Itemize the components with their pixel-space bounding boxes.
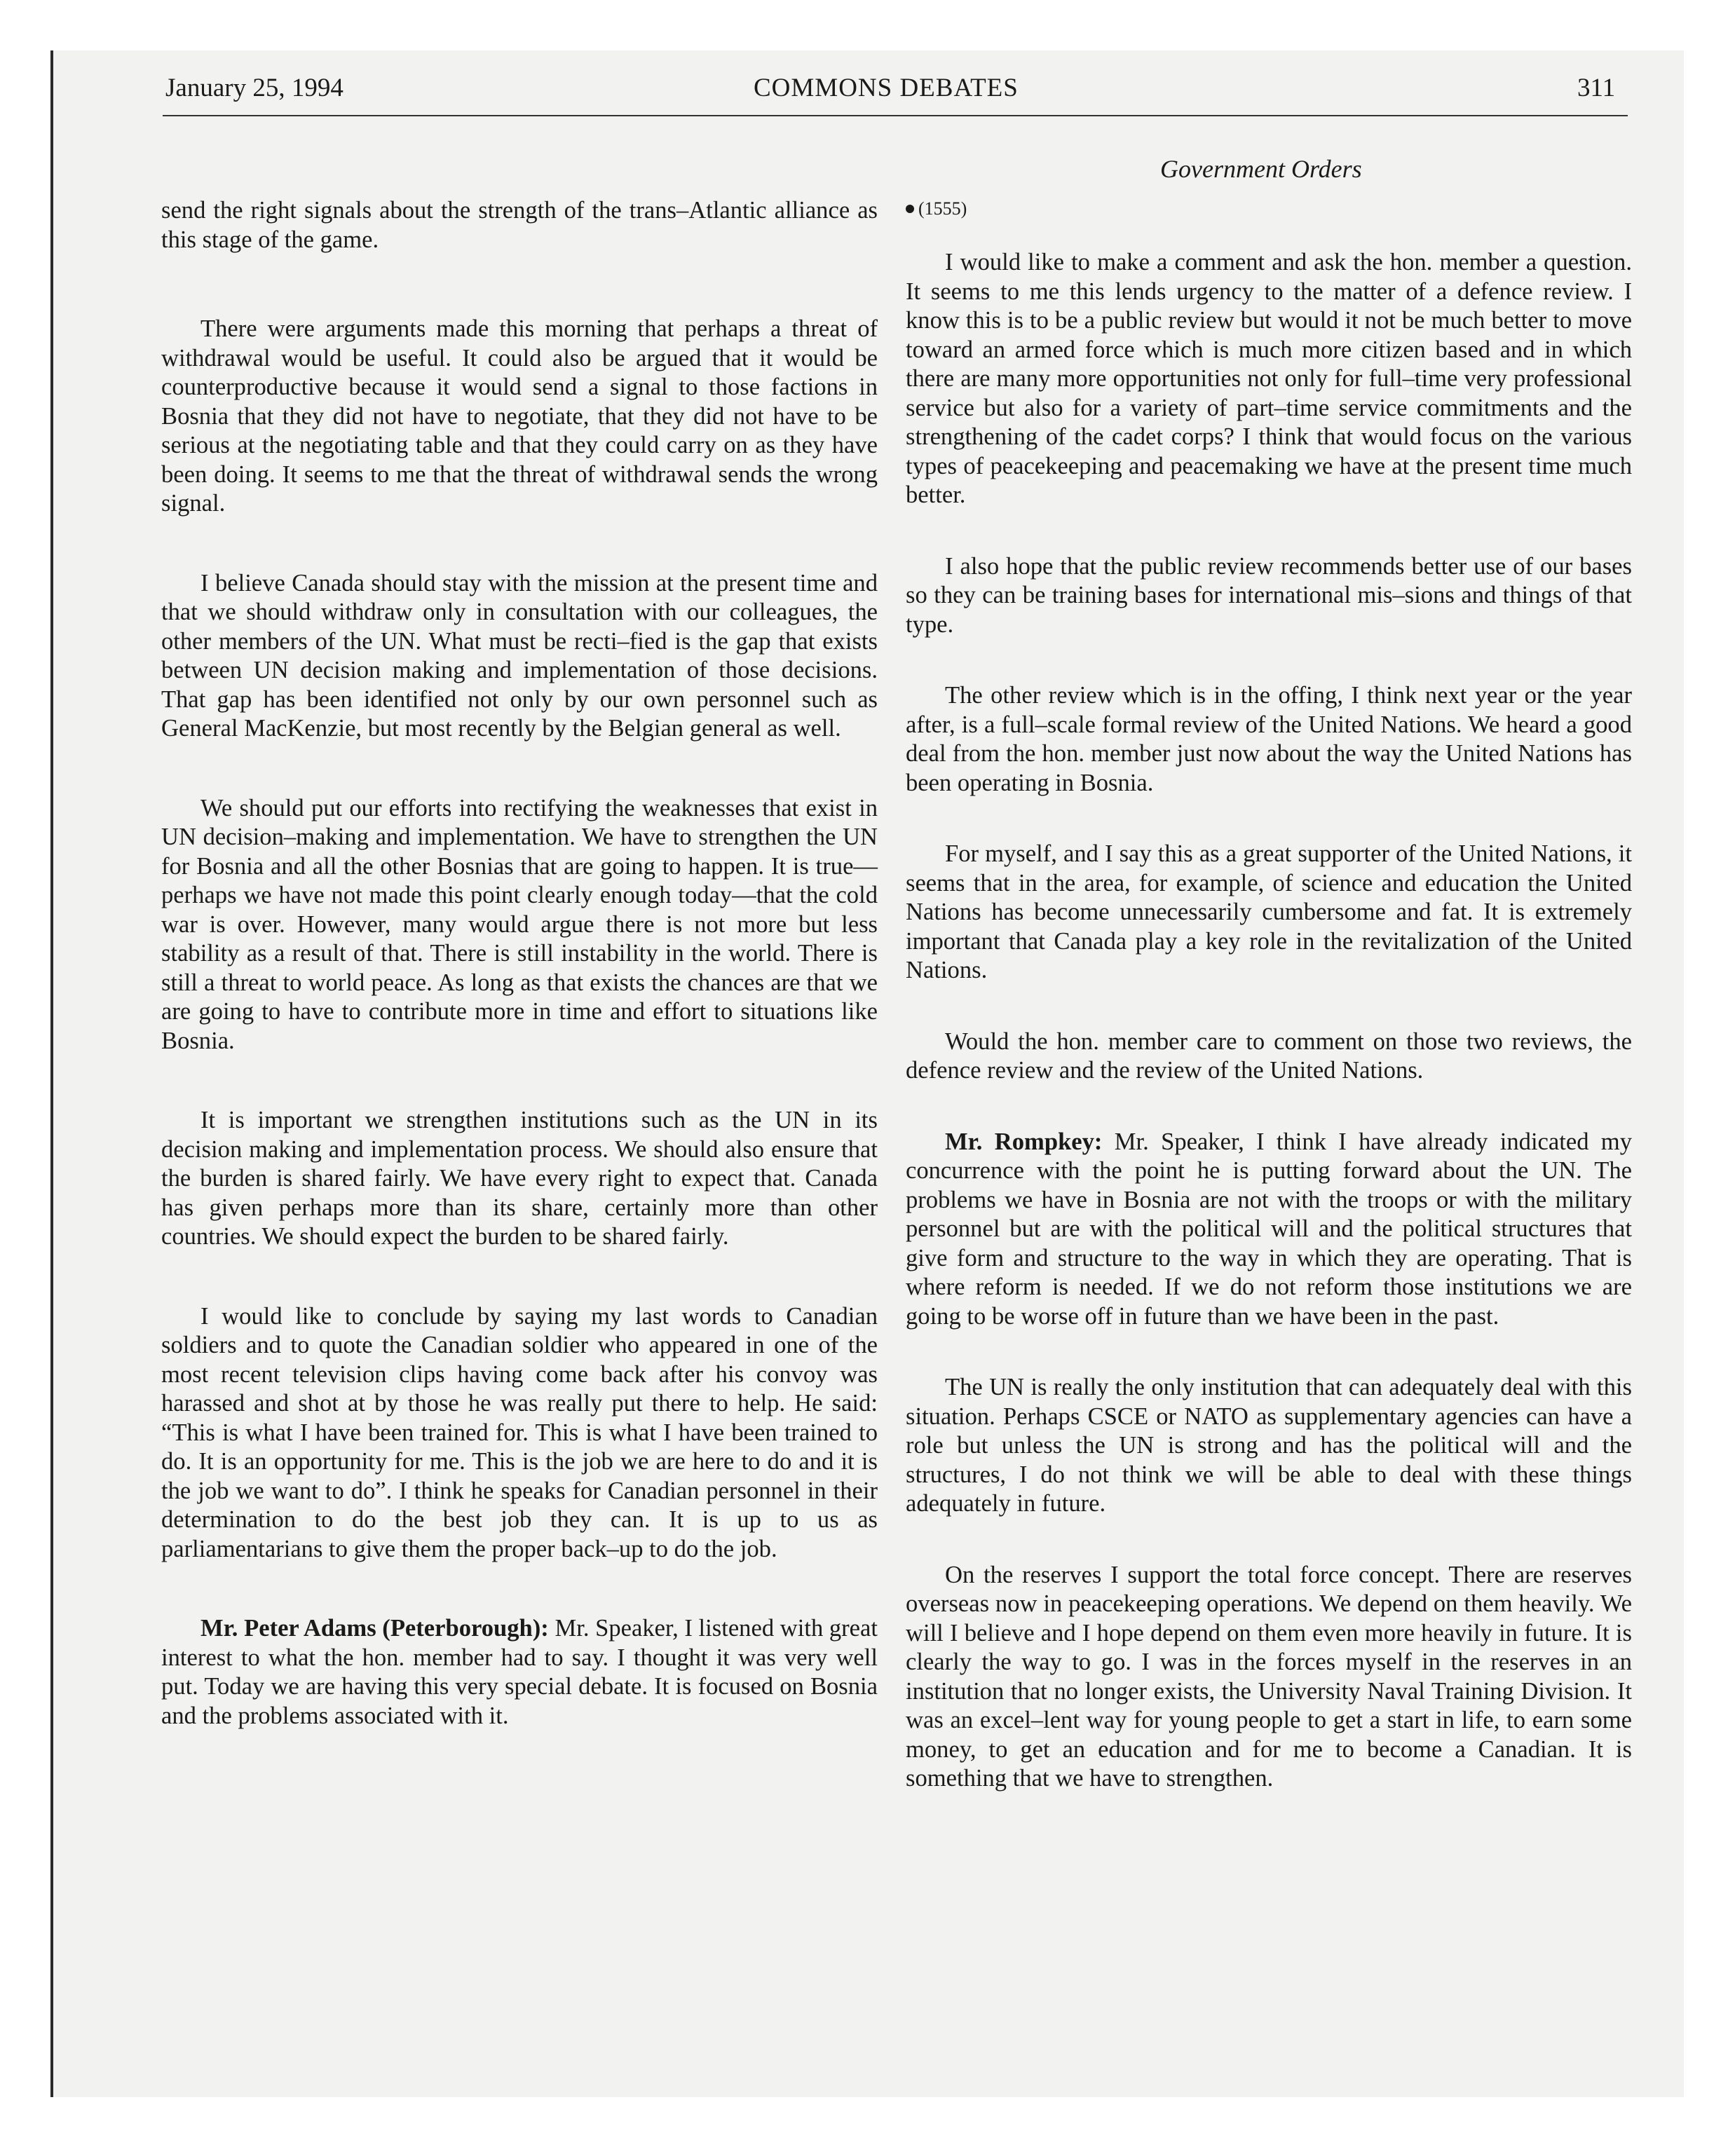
header-publication: COMMONS DEBATES bbox=[754, 74, 1019, 102]
timestamp-text: (1555) bbox=[918, 198, 967, 219]
paragraph: For myself, and I say this as a great supporter of the United Nations, it seems that in the area, for example, of science and education the United Nations has become unnecessarily cumbersome and fat. It is extremely important that Canada play a key role in the revitalization of the United Nations. bbox=[906, 840, 1632, 983]
section-title: Government Orders bbox=[1160, 155, 1362, 183]
paragraph: The other review which is in the offing, I think next year or the year after, is a full–scale formal review of the United Nations. We heard a good deal from the hon. member just now about the way the United Nations has been operating in Bosnia. bbox=[906, 682, 1632, 796]
paragraph: I believe Canada should stay with the mission at the present time and that we should withdraw only in consultation with our colleagues, the other members of the UN. What must be recti–fied is the gap that exists between UN decision making and implementation of those decisions. That gap has been identified not only by our own personnel such as General MacKenzie, but most recently by the Belgian general as well. bbox=[161, 569, 878, 742]
paragraph: On the reserves I support the total force concept. There are reserves overseas now in peacekeeping operations. We depend on them heavily. We will I believe and I hope depend on them even more heavily in future. It is clearly the way to go. I was in the forces myself in the reserves in an institution that no longer exists, the University Naval Training Division. It was an excel–lent way for young people to get a start in life, to earn some money, to get an education and for me to become a Canadian. It is something that we have to strengthen. bbox=[906, 1561, 1632, 1792]
right-column bbox=[906, 196, 1632, 1794]
speech-paragraph bbox=[906, 1128, 1632, 1332]
left-column bbox=[161, 196, 878, 1731]
time-marker bbox=[906, 196, 1632, 221]
paragraph: The UN is really the only institution that can adequately deal with this situation. Perhaps CSCE or NATO as supplementary agencies can have a role but unless the UN is strong and has the political will and the structures, I do not think we will be able to deal with these things adequately in future. bbox=[906, 1374, 1632, 1517]
paragraph: I also hope that the public review recommends better use of our bases so they can be training bases for international mis–sions and things of that type. bbox=[906, 552, 1632, 638]
binding-edge bbox=[50, 50, 53, 2097]
paragraph: I would like to conclude by saying my last words to Canadian soldiers and to quote the Canadian soldier who appeared in one of the most recent television clips having come back after his convoy was harassed and shot at by those he was really put there to help. He said: “This is what I have been trained for. This is what I have been trained to do. It is an opportunity for me. This is the job we are here to do and it is the job we want to do”. I think he speaks for Canadian personnel in their determination to do the best job they can. It is up to us as parliamentarians to give them the proper back–up to do the job. bbox=[161, 1302, 878, 1562]
paragraph: send the right signals about the strength of the trans–Atlantic alliance as this stage of the game. bbox=[161, 197, 878, 253]
paragraph: We should put our efforts into rectifying the weaknesses that exist in UN decision–making and implementation. We have to strengthen the UN for Bosnia and all the other Bosnias that are going to happen. It is true—perhaps we have not made this point clearly enough today—that the cold war is over. However, many would argue there is not more but less stability as a result of that. There is still instability in the world. There is still a threat to world peace. As long as that exists the chances are that we are going to have to contribute more in time and effort to situations like Bosnia. bbox=[161, 794, 878, 1054]
speaker-name: Mr. Rompkey: bbox=[945, 1128, 1103, 1155]
paragraph: I would like to make a comment and ask the hon. member a question. It seems to me this lends urgency to the matter of a defence review. I know this is to be a public review but would it not be much better to move toward an armed force which is much more citizen based and in which there are many more opportunities not only for full–time very professional service but also for a variety of part–time service commitments and the strengthening of the cadet corps? I think that would focus on the various types of peacekeeping and peacemaking we have at the present time much better. bbox=[906, 249, 1632, 508]
paragraph: Would the hon. member care to comment on those two reviews, the defence review and the review of the United Nations. bbox=[906, 1028, 1632, 1084]
speech-text: Mr. Speaker, I think I have already indicated my concurrence with the point he is putting forward about the UN. The problems we have in Bosnia are not with the troops or with the military personnel but are with the political will and the political structures that give form and structure to the way in which they are operating. That is where reform is needed. If we do not reform those institutions we are going to be worse off in future than we have been in the past. bbox=[906, 1128, 1632, 1330]
header-date: January 25, 1994 bbox=[165, 74, 343, 102]
paragraph: It is important we strengthen institutions such as the UN in its decision making and implementation process. We should also ensure that the burden is shared fairly. We have every right to expect that. Canada has given perhaps more than its share, certainly more than other countries. We should expect the burden to be shared fairly. bbox=[161, 1107, 878, 1250]
speech-text: Mr. Speaker, I listened with great interest to what the hon. member had to say. I thought it was very well put. Today we are having this very special debate. It is focused on Bosnia and the problems associated with it. bbox=[161, 1615, 878, 1729]
speaker-name: Mr. Peter Adams (Peterborough): bbox=[200, 1615, 549, 1642]
header-page-number: 311 bbox=[1577, 74, 1616, 102]
speech-paragraph bbox=[161, 1614, 878, 1731]
paragraph: There were arguments made this morning that perhaps a threat of withdrawal would be useful. It could also be argued that it would be counterproductive because it would send a signal to those factions in Bosnia that they did not have to negotiate, that they did not have to be serious at the negotiating table and that they could carry on as they have been doing. It seems to me that the threat of withdrawal sends the wrong signal. bbox=[161, 315, 878, 517]
header-rule bbox=[163, 115, 1628, 116]
bullet-icon bbox=[906, 205, 914, 213]
